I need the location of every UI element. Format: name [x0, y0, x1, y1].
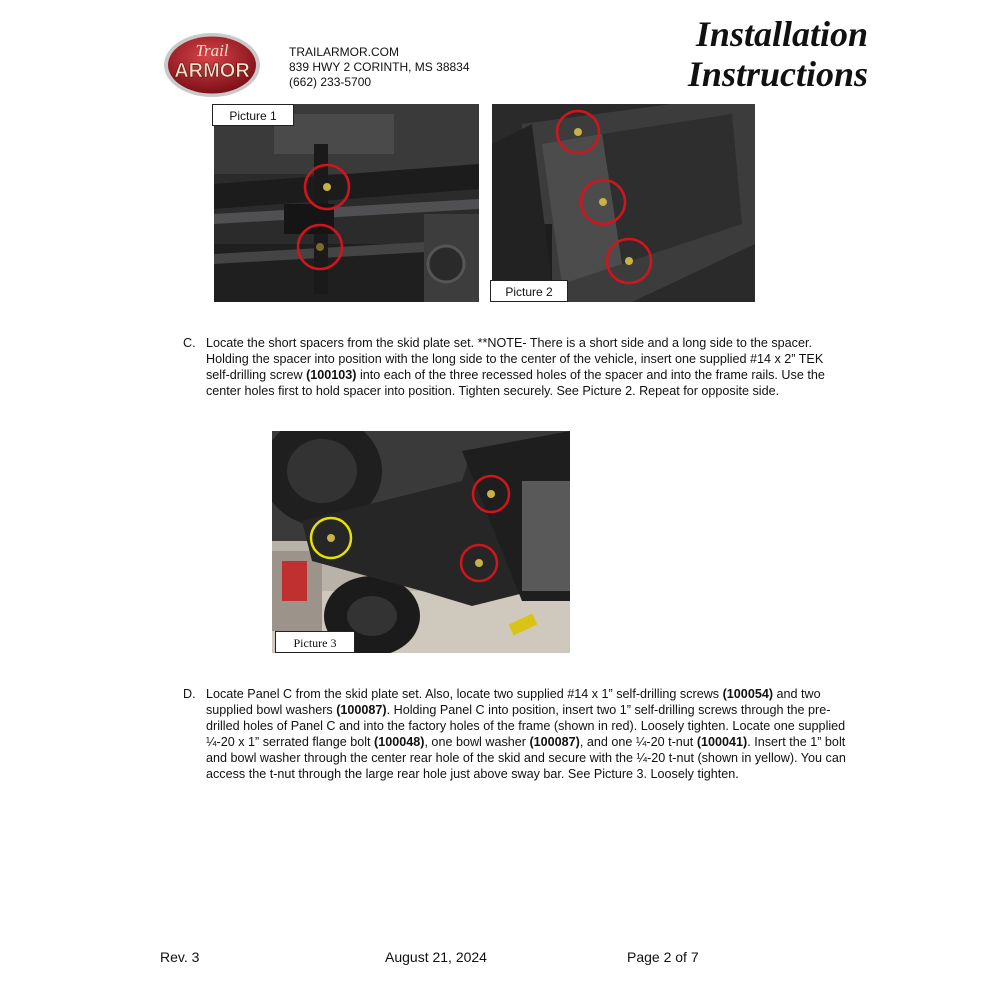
- company-address: 839 HWY 2 CORINTH, MS 38834: [289, 60, 470, 74]
- step-d: [183, 686, 853, 802]
- page-title: [688, 14, 868, 94]
- picture-2-photo: [492, 104, 755, 302]
- footer-date: August 21, 2024: [385, 949, 487, 965]
- title-line-2: Instructions: [687, 54, 868, 94]
- logo-text-armor: ARMOR: [174, 60, 250, 82]
- step-c-letter: C.: [183, 336, 196, 350]
- picture-1-caption: Picture 1: [212, 104, 294, 126]
- picture-3-photo: [272, 431, 570, 653]
- step-d-letter: D.: [183, 687, 196, 701]
- trail-armor-logo: [162, 30, 262, 100]
- title-line-1: Installation: [695, 14, 868, 54]
- footer-page-number: Page 2 of 7: [627, 949, 699, 965]
- company-phone: (662) 233-5700: [289, 75, 372, 89]
- picture-1-photo: [214, 104, 479, 302]
- logo-text-trail: Trail: [195, 41, 229, 60]
- picture-2-caption: Picture 2: [490, 280, 568, 302]
- step-d-text: Locate Panel C from the skid plate set. Also, locate two supplied #14 x 1” self-drilling screws (100054) and two supplied bowl washers (100087). Holding Panel C into position, insert two 1” self-drilling screws through the pre-drilled holes of Panel C and into the factory holes of the frame (shown in red). Loosely tighten. Locate one supplied ¼-20 x 1” serrated flange bolt (100048), one bowl washer (100087), and one ¼-20 t-nut (100041). Insert the 1” bolt and bowl washer through the center rear hole of the skid and secure with the ¼-20 t-nut (shown in yellow). You can access the t-nut through the large rear hole just above sway bar. See Picture 3. Loosely tighten.: [206, 687, 846, 781]
- step-c: [183, 335, 853, 419]
- step-c-text: Locate the short spacers from the skid plate set. **NOTE- There is a short side and a long side to the spacer. Holding the spacer into position with the long side to the center of the vehicle, insert one supplied #14 x 2” TEK self-drilling screw (100103) into each of the three recessed holes of the spacer and into the frame rails. Use the center holes first to hold spacer into position. Tighten securely. See Picture 2. Repeat for opposite side.: [206, 336, 825, 398]
- footer-revision: Rev. 3: [160, 949, 200, 965]
- company-contact: [289, 45, 470, 90]
- company-website: TRAILARMOR.COM: [289, 45, 400, 59]
- picture-3-caption: Picture 3: [275, 631, 355, 653]
